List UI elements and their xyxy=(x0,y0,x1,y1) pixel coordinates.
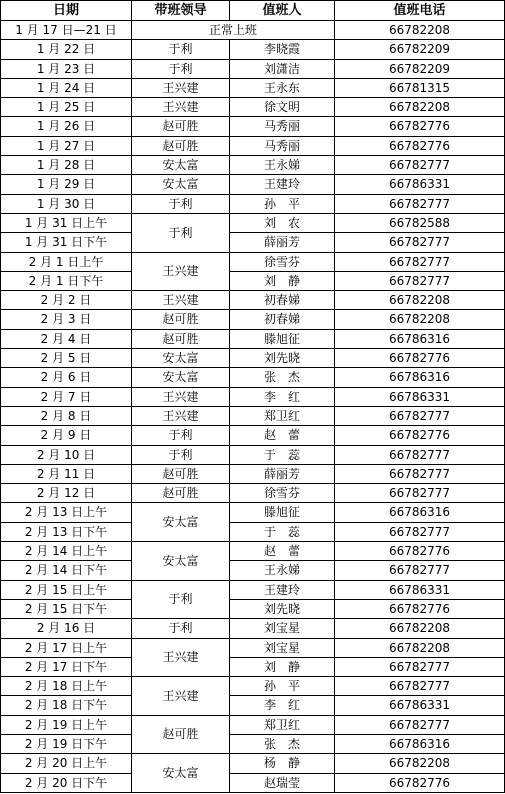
staff-cell: 王建玲 xyxy=(230,580,335,599)
staff-cell: 薛丽芳 xyxy=(230,233,335,252)
table-row xyxy=(1,522,505,541)
table-row xyxy=(1,734,505,753)
table-row xyxy=(1,406,505,425)
leader-cell: 王兴建 xyxy=(132,291,230,310)
phone-cell: 66782777 xyxy=(335,194,505,213)
header-date: 日期 xyxy=(1,1,132,21)
leader-cell: 安太富 xyxy=(132,175,230,194)
table-row xyxy=(1,98,505,117)
phone-cell: 66786331 xyxy=(335,580,505,599)
staff-cell: 滕旭征 xyxy=(230,503,335,522)
date-cell: 2 月 18 日上午 xyxy=(1,677,132,696)
date-cell: 1 月 17 日—21 日 xyxy=(1,21,132,40)
leader-cell: 于利 xyxy=(132,580,230,619)
phone-cell: 66782777 xyxy=(335,715,505,734)
phone-cell: 66786316 xyxy=(335,734,505,753)
phone-cell: 66782208 xyxy=(335,291,505,310)
table-row xyxy=(1,484,505,503)
phone-cell: 66782777 xyxy=(335,484,505,503)
table-row xyxy=(1,194,505,213)
date-cell: 1 月 26 日 xyxy=(1,117,132,136)
phone-cell: 66782777 xyxy=(335,252,505,271)
phone-cell: 66782209 xyxy=(335,40,505,59)
staff-cell: 李 红 xyxy=(230,696,335,715)
staff-cell: 刘先晓 xyxy=(230,599,335,618)
table-row xyxy=(1,561,505,580)
phone-cell: 66786316 xyxy=(335,503,505,522)
phone-cell: 66782208 xyxy=(335,21,505,40)
staff-cell: 赵瑞莹 xyxy=(230,773,335,792)
leader-cell: 安太富 xyxy=(132,503,230,542)
table-row xyxy=(1,542,505,561)
phone-cell: 66782777 xyxy=(335,156,505,175)
date-cell: 1 月 25 日 xyxy=(1,98,132,117)
table-row xyxy=(1,715,505,734)
table-row xyxy=(1,754,505,773)
phone-cell: 66782776 xyxy=(335,349,505,368)
leader-cell: 赵可胜 xyxy=(132,484,230,503)
staff-cell: 马秀丽 xyxy=(230,136,335,155)
table-row xyxy=(1,773,505,792)
staff-cell: 王永东 xyxy=(230,78,335,97)
date-cell: 2 月 3 日 xyxy=(1,310,132,329)
staff-cell: 赵 蕾 xyxy=(230,542,335,561)
note-cell: 正常上班 xyxy=(132,21,335,40)
date-cell: 1 月 31 日下午 xyxy=(1,233,132,252)
leader-cell: 赵可胜 xyxy=(132,310,230,329)
table-row xyxy=(1,464,505,483)
staff-cell: 于 蕊 xyxy=(230,445,335,464)
staff-cell: 张 杰 xyxy=(230,368,335,387)
staff-cell: 刘 静 xyxy=(230,657,335,676)
staff-cell: 王永娣 xyxy=(230,156,335,175)
header-phone: 值班电话 xyxy=(335,1,505,21)
table-row xyxy=(1,233,505,252)
date-cell: 2 月 8 日 xyxy=(1,406,132,425)
leader-cell: 王兴建 xyxy=(132,98,230,117)
table-body xyxy=(1,21,505,793)
date-cell: 2 月 16 日 xyxy=(1,619,132,638)
table-row xyxy=(1,580,505,599)
phone-cell: 66782777 xyxy=(335,464,505,483)
leader-cell: 王兴建 xyxy=(132,252,230,291)
phone-cell: 66781315 xyxy=(335,78,505,97)
staff-cell: 刘先晓 xyxy=(230,349,335,368)
phone-cell: 66782777 xyxy=(335,406,505,425)
leader-cell: 安太富 xyxy=(132,349,230,368)
staff-cell: 孙 平 xyxy=(230,194,335,213)
date-cell: 2 月 4 日 xyxy=(1,329,132,348)
header-row xyxy=(1,1,505,21)
date-cell: 1 月 30 日 xyxy=(1,194,132,213)
table-row xyxy=(1,619,505,638)
table-row xyxy=(1,657,505,676)
leader-cell: 赵可胜 xyxy=(132,715,230,754)
staff-cell: 刘宝星 xyxy=(230,619,335,638)
phone-cell: 66782777 xyxy=(335,561,505,580)
table-row xyxy=(1,387,505,406)
leader-cell: 赵可胜 xyxy=(132,136,230,155)
leader-cell: 王兴建 xyxy=(132,677,230,716)
date-cell: 1 月 24 日 xyxy=(1,78,132,97)
staff-cell: 张 杰 xyxy=(230,734,335,753)
staff-cell: 徐雪芬 xyxy=(230,484,335,503)
staff-cell: 孙 平 xyxy=(230,677,335,696)
table-row xyxy=(1,368,505,387)
leader-cell: 赵可胜 xyxy=(132,117,230,136)
date-cell: 1 月 31 日上午 xyxy=(1,213,132,232)
date-cell: 2 月 15 日上午 xyxy=(1,580,132,599)
date-cell: 2 月 5 日 xyxy=(1,349,132,368)
date-cell: 2 月 17 日下午 xyxy=(1,657,132,676)
date-cell: 2 月 19 日上午 xyxy=(1,715,132,734)
phone-cell: 66782777 xyxy=(335,445,505,464)
staff-cell: 王建玲 xyxy=(230,175,335,194)
staff-cell: 刘 静 xyxy=(230,271,335,290)
phone-cell: 66782208 xyxy=(335,638,505,657)
phone-cell: 66782588 xyxy=(335,213,505,232)
table-row xyxy=(1,599,505,618)
leader-cell: 王兴建 xyxy=(132,78,230,97)
leader-cell: 于利 xyxy=(132,194,230,213)
leader-cell: 王兴建 xyxy=(132,406,230,425)
table-row xyxy=(1,310,505,329)
phone-cell: 66782208 xyxy=(335,98,505,117)
table-row xyxy=(1,156,505,175)
staff-cell: 薛丽芳 xyxy=(230,464,335,483)
phone-cell: 66786331 xyxy=(335,387,505,406)
date-cell: 2 月 12 日 xyxy=(1,484,132,503)
date-cell: 2 月 20 日上午 xyxy=(1,754,132,773)
date-cell: 2 月 9 日 xyxy=(1,426,132,445)
header-leader: 带班领导 xyxy=(132,1,230,21)
phone-cell: 66786316 xyxy=(335,329,505,348)
leader-cell: 于利 xyxy=(132,445,230,464)
table-row xyxy=(1,445,505,464)
staff-cell: 郑卫红 xyxy=(230,406,335,425)
phone-cell: 66782208 xyxy=(335,754,505,773)
table-row xyxy=(1,638,505,657)
table-row xyxy=(1,252,505,271)
date-cell: 2 月 11 日 xyxy=(1,464,132,483)
phone-cell: 66782208 xyxy=(335,310,505,329)
date-cell: 2 月 15 日下午 xyxy=(1,599,132,618)
phone-cell: 66782777 xyxy=(335,657,505,676)
staff-cell: 赵 蕾 xyxy=(230,426,335,445)
leader-cell: 王兴建 xyxy=(132,387,230,406)
leader-cell: 赵可胜 xyxy=(132,464,230,483)
date-cell: 2 月 1 日下午 xyxy=(1,271,132,290)
table-row xyxy=(1,503,505,522)
leader-cell: 安太富 xyxy=(132,754,230,793)
date-cell: 2 月 10 日 xyxy=(1,445,132,464)
leader-cell: 于利 xyxy=(132,619,230,638)
staff-cell: 杨 静 xyxy=(230,754,335,773)
phone-cell: 66782776 xyxy=(335,599,505,618)
staff-cell: 李晓霞 xyxy=(230,40,335,59)
date-cell: 2 月 1 日上午 xyxy=(1,252,132,271)
table-row xyxy=(1,175,505,194)
staff-cell: 王永娣 xyxy=(230,561,335,580)
date-cell: 1 月 28 日 xyxy=(1,156,132,175)
date-cell: 2 月 13 日下午 xyxy=(1,522,132,541)
date-cell: 2 月 7 日 xyxy=(1,387,132,406)
staff-cell: 李 红 xyxy=(230,387,335,406)
date-cell: 1 月 23 日 xyxy=(1,59,132,78)
header-staff: 值班人 xyxy=(230,1,335,21)
table-row xyxy=(1,40,505,59)
phone-cell: 66786316 xyxy=(335,368,505,387)
phone-cell: 66782209 xyxy=(335,59,505,78)
date-cell: 2 月 14 日下午 xyxy=(1,561,132,580)
leader-cell: 于利 xyxy=(132,426,230,445)
table-row xyxy=(1,329,505,348)
date-cell: 1 月 29 日 xyxy=(1,175,132,194)
date-cell: 2 月 6 日 xyxy=(1,368,132,387)
date-cell: 2 月 18 日下午 xyxy=(1,696,132,715)
staff-cell: 马秀丽 xyxy=(230,117,335,136)
staff-cell: 刘 农 xyxy=(230,213,335,232)
staff-cell: 徐雪芬 xyxy=(230,252,335,271)
date-cell: 2 月 2 日 xyxy=(1,291,132,310)
leader-cell: 赵可胜 xyxy=(132,329,230,348)
phone-cell: 66782776 xyxy=(335,542,505,561)
staff-cell: 初春娣 xyxy=(230,291,335,310)
date-cell: 2 月 14 日上午 xyxy=(1,542,132,561)
table-row xyxy=(1,677,505,696)
date-cell: 2 月 20 日下午 xyxy=(1,773,132,792)
table-row xyxy=(1,696,505,715)
staff-cell: 滕旭征 xyxy=(230,329,335,348)
date-cell: 2 月 13 日上午 xyxy=(1,503,132,522)
table-row xyxy=(1,78,505,97)
leader-cell: 安太富 xyxy=(132,156,230,175)
table-row xyxy=(1,59,505,78)
phone-cell: 66782777 xyxy=(335,677,505,696)
phone-cell: 66782776 xyxy=(335,426,505,445)
leader-cell: 于利 xyxy=(132,213,230,252)
staff-cell: 刘潇洁 xyxy=(230,59,335,78)
date-cell: 1 月 27 日 xyxy=(1,136,132,155)
phone-cell: 66782776 xyxy=(335,136,505,155)
leader-cell: 安太富 xyxy=(132,542,230,581)
leader-cell: 王兴建 xyxy=(132,638,230,677)
table-row xyxy=(1,21,505,40)
staff-cell: 徐文明 xyxy=(230,98,335,117)
phone-cell: 66782777 xyxy=(335,271,505,290)
table-row xyxy=(1,426,505,445)
date-cell: 2 月 17 日上午 xyxy=(1,638,132,657)
phone-cell: 66782777 xyxy=(335,522,505,541)
staff-cell: 初春娣 xyxy=(230,310,335,329)
staff-cell: 郑卫红 xyxy=(230,715,335,734)
staff-cell: 刘宝星 xyxy=(230,638,335,657)
table-row xyxy=(1,291,505,310)
table-row xyxy=(1,136,505,155)
leader-cell: 于利 xyxy=(132,59,230,78)
table-row xyxy=(1,213,505,232)
date-cell: 2 月 19 日下午 xyxy=(1,734,132,753)
phone-cell: 66786331 xyxy=(335,175,505,194)
phone-cell: 66782776 xyxy=(335,773,505,792)
leader-cell: 于利 xyxy=(132,40,230,59)
table-row xyxy=(1,117,505,136)
leader-cell: 安太富 xyxy=(132,368,230,387)
date-cell: 1 月 22 日 xyxy=(1,40,132,59)
table-row xyxy=(1,271,505,290)
table-row xyxy=(1,349,505,368)
phone-cell: 66782208 xyxy=(335,619,505,638)
phone-cell: 66782777 xyxy=(335,233,505,252)
staff-cell: 于 蕊 xyxy=(230,522,335,541)
phone-cell: 66782776 xyxy=(335,117,505,136)
phone-cell: 66786331 xyxy=(335,696,505,715)
